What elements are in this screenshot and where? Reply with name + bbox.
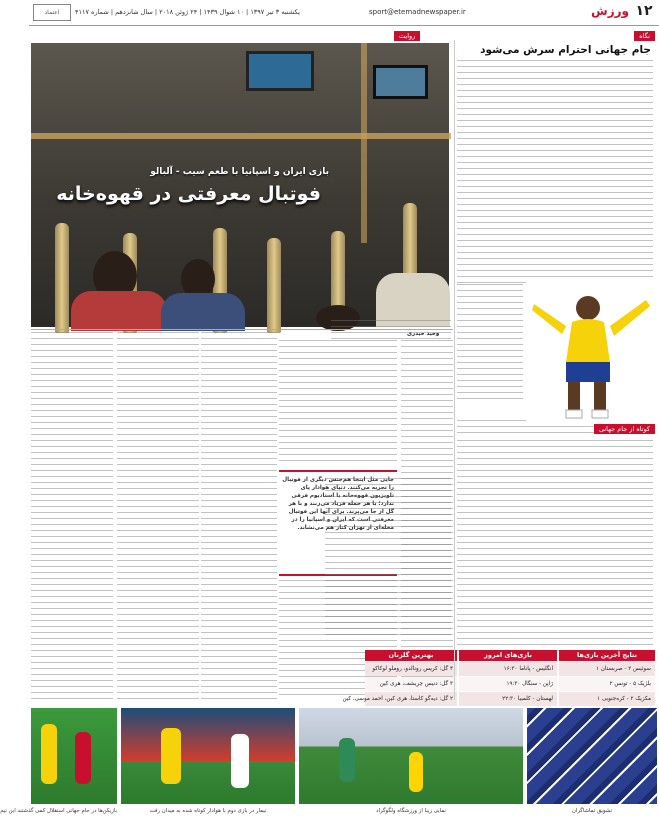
column-4-text: [279, 340, 397, 466]
photo-caption: بازیکن‌ها در جام جهانی استقلال کمی گذشتند این تیم: [0, 808, 117, 814]
story-kicker-right: نگاه: [634, 31, 655, 41]
dateline: یکشنبه ۳ تیر ۱۳۹۷ | ۱۰ شوال ۱۴۳۹ | ۲۴ ژوئن ۲۰۱۸ | سال شانزدهم | شماره ۴۱۱۷: [75, 8, 300, 16]
section-title: ورزش: [591, 4, 629, 18]
main-photo-teahouse: [31, 43, 449, 327]
right-body-text: [457, 60, 653, 284]
main-photo-subtitle: بازی ایران و اسپانیا با طعم سیب - آلبالو: [150, 167, 329, 177]
brazil-player-photo: [526, 282, 654, 422]
schedule-row: ژاپن - سنگال ۱۹:۳۰: [459, 677, 557, 691]
results-row: مکزیک ۲ - کره‌جنوبی ۱: [559, 692, 655, 706]
tv-screen: [246, 51, 314, 91]
page-number: ۱۲: [635, 3, 653, 19]
photo-caption: نمایی زیبا از ورزشگاه ولگوگراد: [376, 808, 446, 814]
right-body-text-2: [457, 284, 523, 404]
scorers-row: ۴ گل: کریس رونالدو، روملو لوکاکو: [365, 662, 457, 676]
photo-fans-crowd: [527, 708, 657, 804]
results-row: سوئیس ۲ - صربستان ۱: [559, 662, 655, 676]
short-news-text: [457, 440, 653, 656]
tv-screen-2: [373, 65, 428, 99]
schedule-table-title: بازی‌های امروز: [459, 650, 557, 661]
column-1-text: [31, 332, 113, 702]
mid-upper-text: [331, 320, 451, 340]
results-row: بلژیک ۵ - تونس ۲: [559, 677, 655, 691]
photo-caption: نیمار در بازی دوم با هوادار کوتاه شده به میدان رفت: [149, 808, 267, 814]
column-3-text: [201, 332, 277, 702]
schedule-row: انگلیس - پاناما ۱۶:۳۰: [459, 662, 557, 676]
scorers-table-title: بهترین گلزنان: [365, 650, 457, 661]
results-table-title: نتایج آخرین بازی‌ها: [559, 650, 655, 661]
photo-neymar-match: [121, 708, 295, 804]
newspaper-logo: اعتماد: [33, 4, 71, 21]
photo-caption: تشویق تماشاگران: [571, 808, 613, 814]
column-2-text: [117, 332, 199, 702]
byline: وحید حیدری: [407, 331, 440, 337]
section-email[interactable]: sport@etemadnewspaper.ir: [369, 8, 466, 16]
story-kicker-left: روایت: [394, 31, 420, 41]
page-header: [29, 0, 659, 26]
photo-volgograd-stadium: [299, 708, 523, 804]
scorers-row: ۲ گل: دیه‌گو کاستا، هری کین، احمد موسی، کین: [365, 692, 457, 706]
pull-quote-box: جایی مثل اینجا هم‌جنس دیگری از فوتبال را تجربه می‌کنند. دنیای هوادار پای تلویزیون قهوه‌خانه با استادیوم فرقی ندارد؛ با هر حمله فریاد می‌زنند و با هر گل از جا می‌پرند. برای آنها این فوتبال معرفتی است که ایران و اسپانیا را در محله‌ای از تهران کنار هم می‌نشاند.: [279, 470, 397, 576]
photo-players-celebrating: [31, 708, 117, 804]
schedule-row: لهستان - کلمبیا ۲۲:۳۰: [459, 692, 557, 706]
main-headline: فوتبال معرفتی در قهوه‌خانه: [56, 183, 321, 205]
right-headline: جام جهانی احترام سرش می‌شود: [480, 44, 651, 56]
middle-lower-text: [325, 478, 451, 638]
scorers-row: ۳ گل: دنیس چریشف، هری کین: [365, 677, 457, 691]
short-news-kicker: کوتاه از جام جهانی: [594, 424, 655, 434]
